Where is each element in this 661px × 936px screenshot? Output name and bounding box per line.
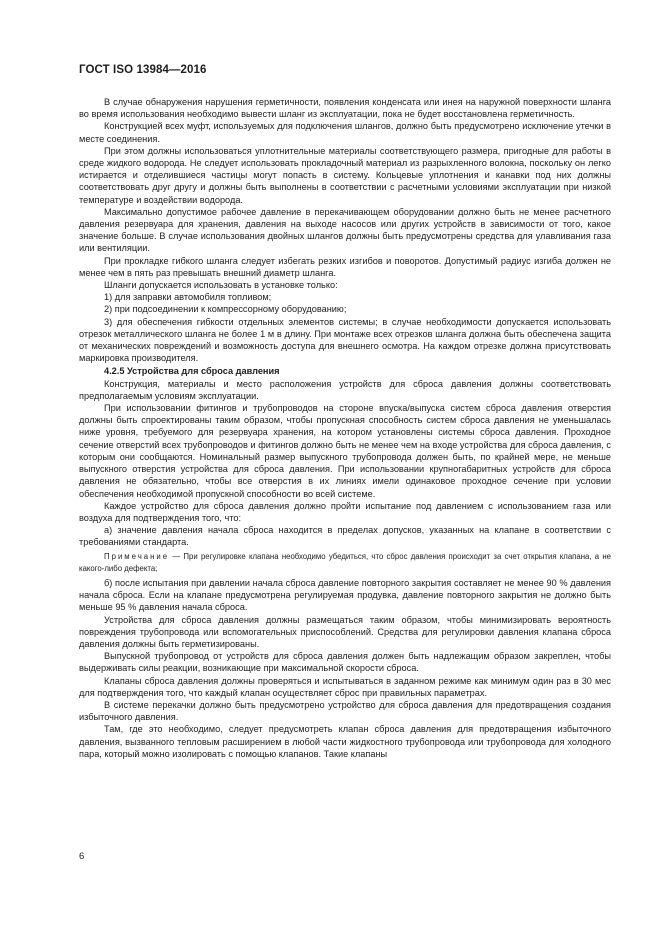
paragraph: При этом должны использоваться уплотнительные материалы соответствующего размера, пригодные для работы в среде жидкого водорода. Не следует использовать прокладочный материал из разрыхленного волокна, поскольку он легко истирается и отделившиеся частицы могут попасть в систему. Кольцевые уплотнения и канавки под них должны соответствовать друг другу и должны быть выполнены в соответствии с расчетными условиями эксплуатации при низкой температуре и воздействии водорода. xyxy=(79,145,611,205)
list-item: 2) при подсоединении к компрессорному оборудованию; xyxy=(104,304,347,315)
list-item: б) после испытания при давлении начала сброса давление повторного закрытия составляет не менее 90 % давления начала сброса. Если на клапане предусмотрена регулируемая продувка, давление повторного закрытия не должно быть меньше 95 % давления начала сброса. xyxy=(79,577,611,613)
list-item: а) значение давления начала сброса находится в пределах допусков, указанных на клапане в соответствии с требованиями стандарта. xyxy=(79,525,611,548)
paragraph: Максимально допустимое рабочее давление в перекачивающем оборудовании должно быть не менее расчетного давления резервуара для хранения, давления на выходе насосов или других устройств в зависимости от того, какое значение больше. В случае использования двойных шлангов должны быть предусмотрены средства для улавливания газа или вентиляции. xyxy=(79,206,611,254)
paragraph: Там, где это необходимо, следует предусмотреть клапан сброса давления для предотвращения избыточного давления, вызванного тепловым расширением в любой части жидкостного трубопровода или трубопровода для холодного пара, который можно изолировать с помощью клапанов. Такие клапаны xyxy=(79,724,611,759)
list-item: 3) для обеспечения гибкости отдельных элементов системы; в случае необходимости допускается использовать отрезок металлического шланга не более 1 м в длину. При монтаже всех отрезков шланга должна быть обеспечена защита от механических повреждений и возможность доступа для внешнего осмотра. На каждом отрезке должна присутствовать маркировка производителя. xyxy=(79,316,611,364)
paragraph: Конструкция, материалы и место расположения устройств для сброса давления должны соответствовать предполагаемым условиям эксплуатации. xyxy=(79,378,611,401)
note-text: — При регулировке клапана необходимо убедиться, что сброс давления происходит за счет открытия клапана, а не какого-либо дефекта; xyxy=(79,551,611,573)
paragraph: Выпускной трубопровод от устройств для сброса давления должен быть надлежащим образом закреплен, чтобы выдерживать силы реакции, возникающие при максимальной скорости сброса. xyxy=(79,651,611,674)
page-number: 6 xyxy=(79,851,85,862)
note-label: Примечание xyxy=(104,551,170,561)
paragraph: Конструкцией всех муфт, используемых для подключения шлангов, должно быть предусмотрено исключение утечки в месте соединения. xyxy=(79,121,611,144)
document-header: ГОСТ ISO 13984—2016 xyxy=(79,64,207,76)
paragraph: Каждое устройство для сброса давления должно пройти испытание под давлением с использованием газа или воздуха для подтверждения того, что: xyxy=(79,500,611,523)
paragraph: Клапаны сброса давления должны проверяться и испытываться в заданном режиме как минимум один раз в 30 мес для подтверждения того, что каждый клапан осуществляет сброс при правильных параметрах. xyxy=(79,675,611,698)
document-body xyxy=(79,96,611,760)
note xyxy=(79,551,611,575)
section-heading: 4.2.5 Устройства для сброса давления xyxy=(104,366,280,377)
list-item: 1) для заправки автомобиля топливом; xyxy=(104,292,272,303)
paragraph: Шланги допускается использовать в установке только: xyxy=(104,280,338,291)
paragraph: При использовании фитингов и трубопроводов на стороне впуска/выпуска систем сброса давления отверстия должны быть спроектированы таким образом, чтобы пропускная способность систем сброса давления не уменьшалась ниже уровня, требуемого для резервуара хранения, на котором установлены системы сброса давления. Проходное сечение отверстий всех трубопроводов и фитингов должно быть не менее чем на входе устройства для сброса давления, с которым они сообщаются. Номинальный размер выпускного трубопровода должен быть, по крайней мере, не меньше выпускного отверстия устройства для сброса давления. При использовании крупногабаритных устройств для сброса давления не обязательно, чтобы все отверстия в их линиях имели одинаковое проходное сечение при условии обеспечения необходимой пропускной способности во всей системе. xyxy=(79,403,611,499)
paragraph: В случае обнаружения нарушения герметичности, появления конденсата или инея на наружной поверхности шланга во время использования необходимо вывести шланг из эксплуатации, пока не будет восстановлена герметичность. xyxy=(79,97,611,120)
paragraph: В системе перекачки должно быть предусмотрено устройство для сброса давления для предотвращения создания избыточного давления. xyxy=(79,699,611,723)
paragraph: Устройства для сброса давления должны размещаться таким образом, чтобы минимизировать вероятность повреждения трубопровода или вспомогательных приспособлений. Средства для регулировки давления клапана сброса давления должны быть герметизированы. xyxy=(79,614,611,649)
paragraph: При прокладке гибкого шланга следует избегать резких изгибов и поворотов. Допустимый радиус изгиба должен не менее чем в пять раз превышать внешний диаметр шланга. xyxy=(79,255,611,278)
